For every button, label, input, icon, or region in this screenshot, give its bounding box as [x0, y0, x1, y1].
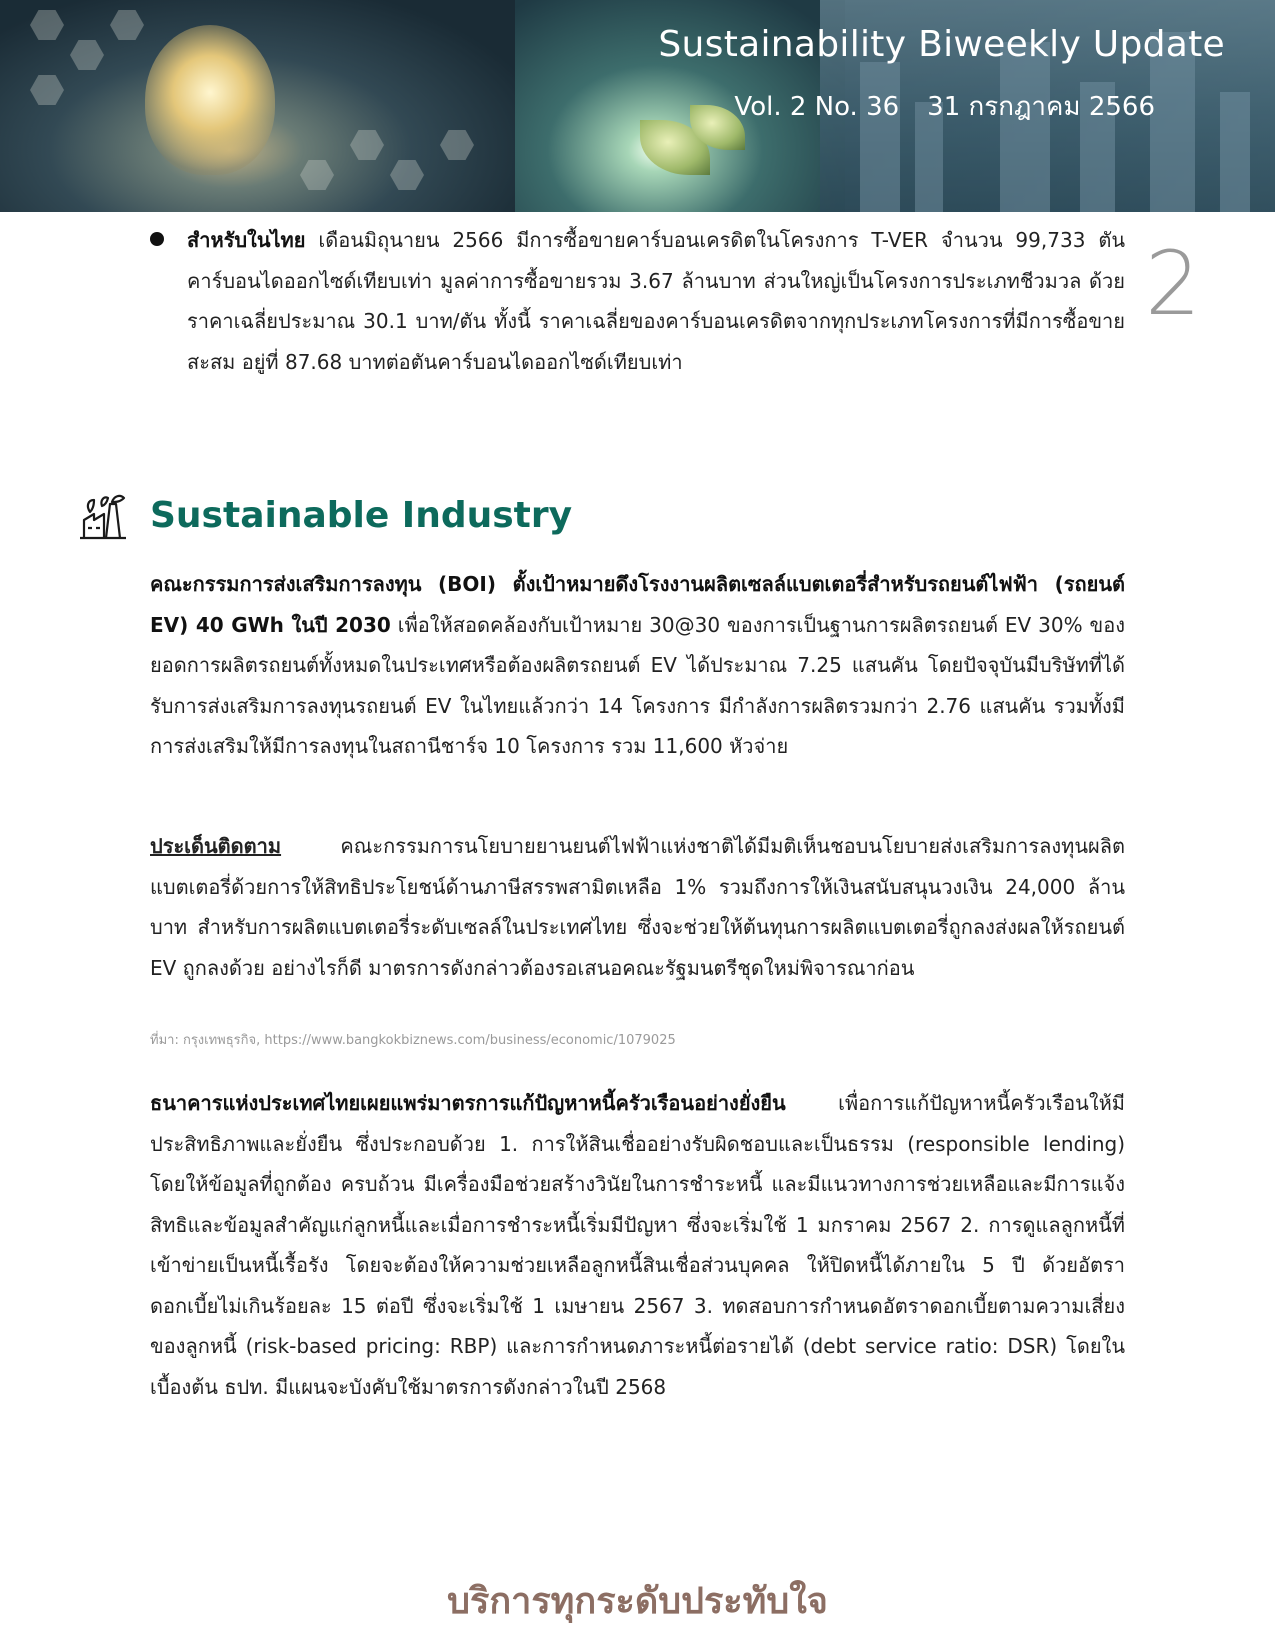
thailand-carbon-paragraph [187, 220, 1125, 382]
section-title: Sustainable Industry [150, 495, 573, 536]
article-body: เพื่อการแก้ปัญหาหนี้ครัวเรือนให้มีประสิทธิภาพและยั่งยืน ซึ่งประกอบด้วย 1. การให้สินเชื่ออย่างรับผิดชอบและเป็นธรรม (responsible lending) โดยให้ข้อมูลที่ถูกต้อง ครบถ้วน มีเครื่องมือช่วยสร้างวินัยในการชำระหนี้ และมีแนวทางการช่วยเหลือและมีการแจ้งสิทธิและข้อมูลสำคัญแก่ลูกหนี้และเมื่อการชำระหนี้เริ่มมีปัญหา ซึ่งจะเริ่มใช้ 1 มกราคม 2567 2. การดูแลลูกหนี้ที่เข้าข่ายเป็นหนี้เรื้อรัง โดยจะต้องให้ความช่วยเหลือลูกหนี้สินเชื่อส่วนบุคคล ให้ปิดหนี้ได้ภายใน 5 ปี ด้วยอัตราดอกเบี้ยไม่เกินร้อยละ 15 ต่อปี ซึ่งจะเริ่มใช้ 1 เมษายน 2567 3. ทดสอบการกำหนดอัตราดอกเบี้ยตามความเสี่ยงของลูกหนี้ (risk-based pricing: RBP) และการกำหนดภาระหนี้ต่อรายได้ (debt service ratio: DSR) โดยในเบื้องต้น ธปท. มีแผนจะบังคับใช้มาตรการดังกล่าวในปี 2568 [150, 1091, 1125, 1399]
issue-info [734, 86, 1155, 127]
followup-paragraph [150, 826, 1125, 988]
building-shape [860, 62, 900, 212]
bullet-lead: สำหรับในไทย [187, 228, 306, 252]
building-shape [1220, 92, 1250, 212]
lightbulb-icon [145, 25, 275, 175]
header-banner [0, 0, 1275, 212]
source-citation: ที่มา: กรุงเทพธุรกิจ, https://www.bangkokbiznews.com/business/economic/1079025 [150, 1033, 676, 1048]
factory-plant-icon [76, 490, 130, 542]
bullet-icon [150, 232, 164, 246]
followup-text: คณะกรรมการนโยบายยานยนต์ไฟฟ้าแห่งชาติได้มีมติเห็นชอบนโยบายส่งเสริมการลงทุนผลิตแบตเตอรี่ด้วยการให้สิทธิประโยชน์ด้านภาษีสรรพสามิตเหลือ 1% รวมถึงการให้เงินสนับสนุนวงเงิน 24,000 ล้านบาท สำหรับการผลิตแบตเตอรี่ระดับเซลล์ในประเทศไทย ซึ่งจะช่วยให้ต้นทุนการผลิตแบตเตอรี่ถูกลงส่งผลให้รถยนต์ EV ถูกลงด้วย อย่างไรก็ดี มาตรการดังกล่าวต้องรอเสนอคณะรัฐมนตรีชุดใหม่พิจารณาก่อน [150, 834, 1125, 980]
volume-number: Vol. 2 No. 36 [734, 92, 900, 122]
footer-slogan: บริการทุกระดับประทับใจ [447, 1581, 828, 1622]
boi-battery-article [150, 564, 1125, 767]
bullet-text: เดือนมิถุนายน 2566 มีการซื้อขายคาร์บอนเครดิตในโครงการ T-VER จำนวน 99,733 ตันคาร์บอนไดออกไซด์เทียบเท่า มูลค่าการซื้อขายรวม 3.67 ล้านบาท ส่วนใหญ่เป็นโครงการประเภทชีวมวล ด้วยราคาเฉลี่ยประมาณ 30.1 บาท/ตัน ทั้งนี้ ราคาเฉลี่ยของคาร์บอนเครดิตจากทุกประเภทโครงการที่มีการซื้อขายสะสม อยู่ที่ 87.68 บาทต่อตันคาร์บอนไดออกไซด์เทียบเท่า [187, 228, 1125, 374]
building-shape [1000, 42, 1050, 212]
newsletter-title: Sustainability Biweekly Update [658, 24, 1225, 65]
bot-household-debt-article [150, 1083, 1125, 1407]
issue-date: 31 กรกฎาคม 2566 [927, 92, 1155, 122]
article-headline: ธนาคารแห่งประเทศไทยเผยแพร่มาตรการแก้ปัญหาหนี้ครัวเรือนอย่างยั่งยืน [150, 1091, 786, 1115]
page-number: 2 [1145, 232, 1201, 335]
followup-label: ประเด็นติดตาม [150, 834, 282, 858]
article-headline: คณะกรรมการส่งเสริมการลงทุน (BOI) ตั้งเป้าหมายดึงโรงงานผลิตเซลล์แบตเตอรี่สำหรับรถยนต์ไฟฟ้า (รถยนต์ EV) 40 GWh ในปี 2030 [150, 572, 1125, 637]
article-body: เพื่อให้สอดคล้องกับเป้าหมาย 30@30 ของการเป็นฐานการผลิตรถยนต์ EV 30% ของยอดการผลิตรถยนต์ทั้งหมดในประเทศหรือต้องผลิตรถยนต์ EV ได้ประมาณ 7.25 แสนคัน โดยปัจจุบันมีบริษัทที่ได้รับการส่งเสริมการลงทุนรถยนต์ EV ในไทยแล้วกว่า 14 โครงการ มีกำลังการผลิตรวมกว่า 2.76 แสนคัน รวมทั้งมีการส่งเสริมให้มีการลงทุนในสถานีชาร์จ 10 โครงการ รวม 11,600 หัวจ่าย [150, 612, 1126, 758]
